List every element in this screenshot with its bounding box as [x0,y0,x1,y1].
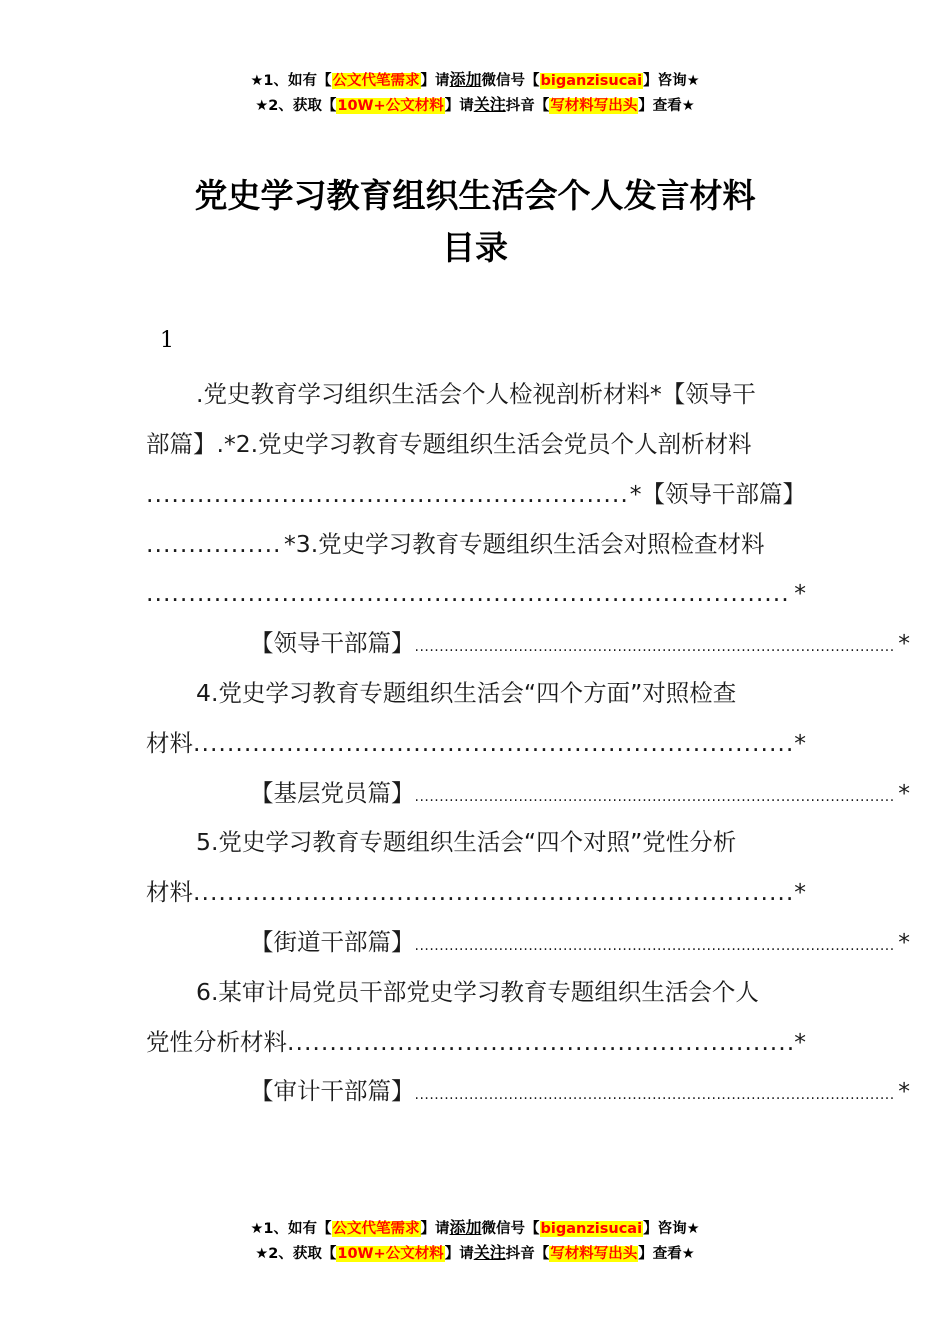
highlight-wechat-id: biganzisucai [540,73,643,89]
leader-dots [193,867,792,917]
toc-line: 6.某审计局党员干部党史学习教育专题组织生活会个人 [196,978,759,1006]
toc-number: 1 [160,328,174,353]
highlight-service: 公文代笔需求 [332,1221,420,1237]
toc-line: 【审计干部篇】 ..... * [146,1066,910,1116]
banner-line-2: ★2、获取【10W+公文材料】请关注抖音【写材料写出头】查看★ [255,1243,695,1262]
banner-line-2: ★2、获取【10W+公文材料】请关注抖音【写材料写出头】查看★ [255,95,695,114]
highlight-douyin: 写材料写出头 [550,98,638,114]
toc-line: 5.党史学习教育专题组织生活会“四个对照”党性分析 [196,828,737,856]
highlight-materials: 10W+公文材料 [337,1246,444,1262]
highlight-wechat-id: biganzisucai [540,1221,643,1237]
banner-line-1: ★1、如有【公文代笔需求】请添加微信号【biganzisucai】咨询★ [250,1218,700,1237]
toc-line: ..... *【领导干部篇】 [146,469,806,519]
leader-dots [146,469,630,519]
toc-heading: 目录 [442,228,508,267]
toc-line: 4.党史学习教育专题组织生活会“四个方面”对照检查 [196,679,737,707]
header-banner [0,68,950,118]
toc-line: ..... * [146,568,806,618]
highlight-materials: 10W+公文材料 [337,98,444,114]
leader-dots [415,622,897,668]
document-title: 党史学习教育组织生活会个人发言材料 [194,176,756,215]
toc-line: 材料 ..... * [146,867,806,917]
toc-line: 党性分析材料 ..... * [146,1017,806,1067]
highlight-douyin: 写材料写出头 [550,1246,638,1262]
leader-dots [146,519,284,569]
toc-line: .党史教育学习组织生活会个人检视剖析材料*【领导干 [196,380,756,408]
footer-banner [0,1216,950,1266]
toc-line: 材料 ..... * [146,718,806,768]
toc-line: 部篇】.*2.党史学习教育专题组织生活会党员个人剖析材料 [146,430,752,458]
leader-dots [146,568,792,618]
toc-line: ..... *3.党史学习教育专题组织生活会对照检查材料 [146,519,806,569]
banner-line-1: ★1、如有【公文代笔需求】请添加微信号【biganzisucai】咨询★ [250,70,700,89]
toc-line: 【街道干部篇】 ..... * [146,917,910,967]
toc-line: 【基层党员篇】 ..... * [146,768,910,818]
leader-dots [415,921,897,967]
leader-dots [415,772,897,818]
toc-line: 【领导干部篇】 ..... * [146,618,910,668]
leader-dots [193,718,792,768]
leader-dots [415,1070,897,1116]
leader-dots [287,1017,792,1067]
highlight-service: 公文代笔需求 [332,73,420,89]
